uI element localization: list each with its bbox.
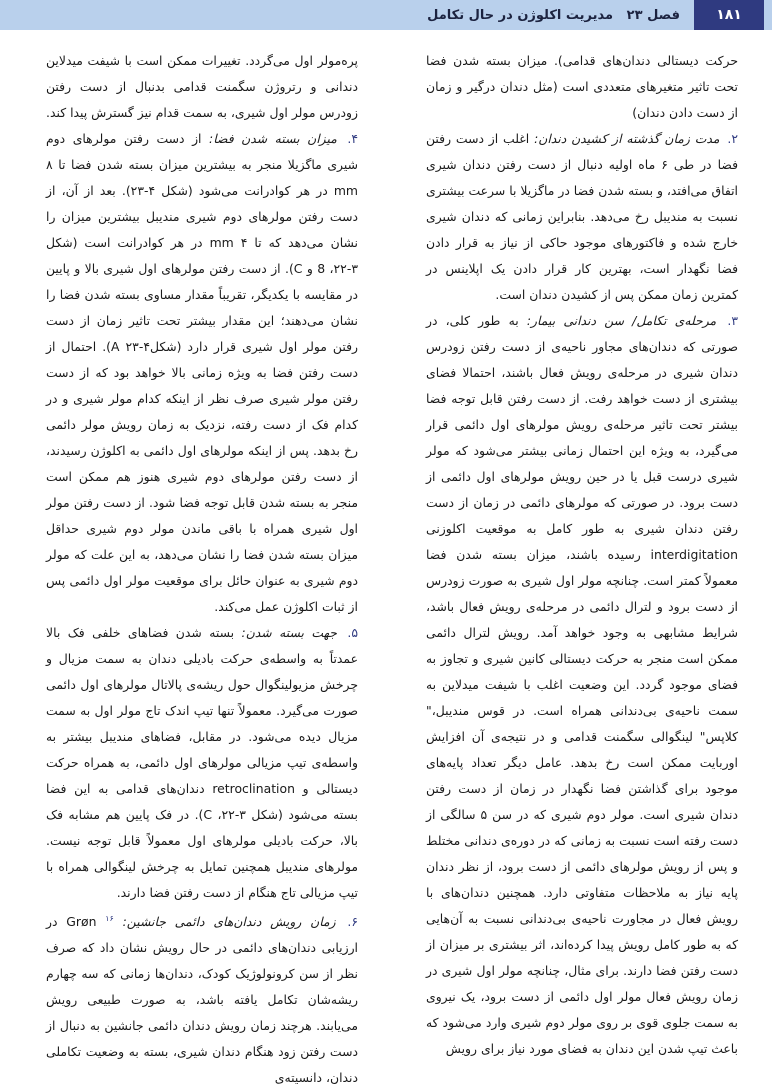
item-lead: مدت زمان گذشته از کشیدن دندان:: [534, 131, 720, 146]
left-column: [46, 48, 358, 1091]
author-name: Grøn: [66, 914, 97, 930]
list-item-6: [46, 906, 358, 1091]
item-lead: زمان رویش دندان‌های دائمی جانشین:: [122, 914, 336, 930]
running-title: [427, 0, 680, 30]
item-lead: مرحله‌ی تکامل/ سن دندانی بیمار:: [526, 313, 717, 328]
item-number: ۶.: [347, 914, 358, 930]
item-lead: میزان بسته شدن فضا:: [209, 131, 337, 146]
item-text: بسته شدن فضاهای خلفی فک بالا عمدتاً به واسطه‌ی حرکت بادیلی دندان به سمت مزیال و چرخش مزیولینگوال حول ریشه‌ی پالاتال مولرهای اول دائمی صورت می‌گیرد. معمولاً تنها تیپ اندک تاج مولر اول به سمت مزیال دیده می‌شود. در مقابل، فضاهای مندیبل بیشتر به واسطه‌ی تیپ مزیالی مولرهای اول دائمی، به همراه حرکت دیستالی و retroclination دندان‌های قدامی به این فضا بسته می‌شود (شکل ۳-۲۲، C). در فک پایین هم مشابه فک بالا، حرکت بادیلی مولرهای اول معمولاً قابل توجه نیست. مولرهای مندیبل همچنین تمایل به چرخش لینگوالی همراه با تیپ مزیالی تاج هنگام از دست رفتن فضا دارند.: [46, 625, 359, 900]
reference-marker: ۱۶: [105, 914, 114, 923]
chapter-label: فصل ۲۳: [626, 7, 680, 23]
page-number: ۱۸۱: [694, 0, 764, 30]
item-text: به طور کلی، در صورتی که دندان‌های مجاور ناحیه‌ی از دست رفتن زودرس دندان شیری در مرحله‌ی رویش فعال باشند، احتمالا فضای بیشتری از دست خواهد رفت. از دست رفتن قابل توجه فضا بیشتر تحت تاثیر مرحله‌ی رویش مولرهای اول دائمی قرار می‌گیرد، به ویژه این احتمال زمانی بیشتر می‌شود که مولر شیری درست قبل یا در حین رویش مولرهای اول دائمی از دست برود. در صورتی که مولرهای دائمی در زمان از دست رفتن دندان شیری به طور کامل به موقعیت اکلوزنی interdigitation رسیده باشند، میزان بسته شدن فضا معمولاً کمتر است. چنانچه مولر اول شیری به صورت زودرس از دست برود و لترال دائمی در مرحله‌ی رویش فعال باشد، شرایط مشابهی به وجود خواهد آمد. رویش لترال دائمی ممکن است منجر به حرکت دیستالی کانین شیری و تجاوز به فضای موجود گردد. این وضعیت اغلب با شیفت میدلاین به سمت ناحیه‌ی بی‌دندانی همراه است. در قوس مندیبل،" کلاپس" لینگوالی سگمنت قدامی و در نتیجه‌ی آن افزایش اوربایت ممکن است رخ بدهد. عامل دیگر تعداد پایه‌های موجود برای گذاشتن فضا نگهدار در زمان از دست رفتن دندان شیری است. مولر دوم شیری که در سن ۵ سالگی از دست رفته است نسبت به زمانی که در دوره‌ی دندانی مختلط و پس از رویش مولرهای دائمی از دست برود، از نظر دندان پایه نیاز به ملاحظات متفاوتی دارد. همچنین دندان‌های با رویش فعال در مجاورت ناحیه‌ی بی‌دندانی نسبت به آن‌هایی که به طور کامل رویش پیدا کرده‌اند، اثر بیشتری بر میزان از دست رفتن فضا دارند. برای مثال، چنانچه مولر اول شیری در زمان رویش فعال مولر اول دائمی از دست برود، یک نیروی به سمت جلوی قوی بر روی مولر دوم شیری وارد می‌شود که باعث تیپ شدن این دندان به فضای مورد نیاز برای رویش: [426, 313, 739, 1056]
list-item-2: [426, 126, 738, 308]
item-text: اغلب از دست رفتن فضا در طی ۶ ماه اولیه دنبال از دست رفتن دندان شیری اتفاق می‌افتد، و بسته شدن فضا در ماگزیلا با سرعت بیشتری نسبت به مندیبل رخ می‌دهد. بنابراین زمانی که دندان شیری خارج شده و فاکتورهای موجود حاکی از نیاز به قرار دادن فضا نگهدار است، بهترین کار قرار دادن یک اپلاینس در کمترین زمان ممکن پس از کشیدن دندان است.: [426, 131, 739, 302]
chapter-title: مدیریت اکلوژن در حال تکامل: [427, 7, 614, 23]
item-number: ۴.: [347, 131, 358, 146]
item-number: ۳.: [727, 313, 738, 328]
left-intro: پره‌مولر اول می‌گردد. تغییرات ممکن است با شیفت میدلاین دندانی و رتروژن سگمنت قدامی بدنبال از دست رفتن زودرس مولر اول شیری، به سمت قدام نیز گسترش پیدا کند.: [46, 53, 358, 120]
list-item-3: [426, 308, 738, 1062]
item-number: ۵.: [347, 625, 358, 640]
list-item-4: [46, 126, 358, 620]
page-header: [0, 0, 772, 30]
right-intro: حرکت دیستالی دندان‌های قدامی). میزان بسته شدن فضا تحت تاثیر متغیرهای متعددی است (مثل دندان درگیر و زمان از دست دادن دندان): [426, 53, 738, 120]
item-text: از دست رفتن مولرهای دوم شیری ماگزیلا منجر به بیشترین میزان بسته شدن فضا تا ۸ mm در هر کوادرانت می‌شود (شکل ۴-۲۳). بعد از آن، از دست رفتن مولرهای دوم شیری مندیبل بیشترین میزان را نشان می‌دهد که تا ۴ mm در هر کوادرانت است (شکل ۳-۲۲، 8 و C). از دست رفتن مولرهای اول شیری بالا و پایین در مقایسه با یکدیگر، تقریباً مقدار مساوی بسته شدن فضا را نشان می‌دهند؛ این مقدار بیشتر تحت تاثیر زمان از دست رفتن مولر اول شیری قرار دارد (شکل۴-۲۳ A). احتمال از دست رفتن فضا به ویژه زمانی بالا خواهد بود که از دست رفتن مولر شیری صرف نظر از اینکه کدام مولر شیری و در کدام فک از دست رفته، نزدیک به زمان رویش مولر دائمی رخ بدهد. پس از اینکه مولرهای اول دائمی به اکلوژن رسیدند، از دست رفتن مولرهای دوم شیری هنوز هم ممکن است منجر به بسته شدن قابل توجه فضا شود. از دست رفتن مولر اول شیری همراه با باقی ماندن مولر دوم شیری حداقل میزان بسته شدن فضا را نشان می‌دهد، به این علت که مولر دوم شیری به عنوان حائل برای موقعیت مولر اول دائمی پس از ثبات اکلوژن عمل می‌کند.: [46, 131, 358, 614]
item-text: در ارزیابی دندان‌های دائمی در حال رویش نشان داد که صرف نظر از سن کرونولوژیک کودک، دندان‌ها زمانی که سه چهارم ریشه‌شان تکامل یافته باشد، به صورت طبیعی رویش می‌یابند. هرچند زمان رویش دندان دائمی جانشین به دنبال از دست رفتن زود هنگام دندان شیری، بسته به وضعیت تکاملی دندان، دانسیته‌ی: [46, 914, 358, 1086]
right-column: [426, 48, 738, 1062]
item-number: ۲.: [727, 131, 738, 146]
item-lead: جهت بسته شدن:: [241, 625, 337, 640]
list-item-5: [46, 620, 358, 906]
